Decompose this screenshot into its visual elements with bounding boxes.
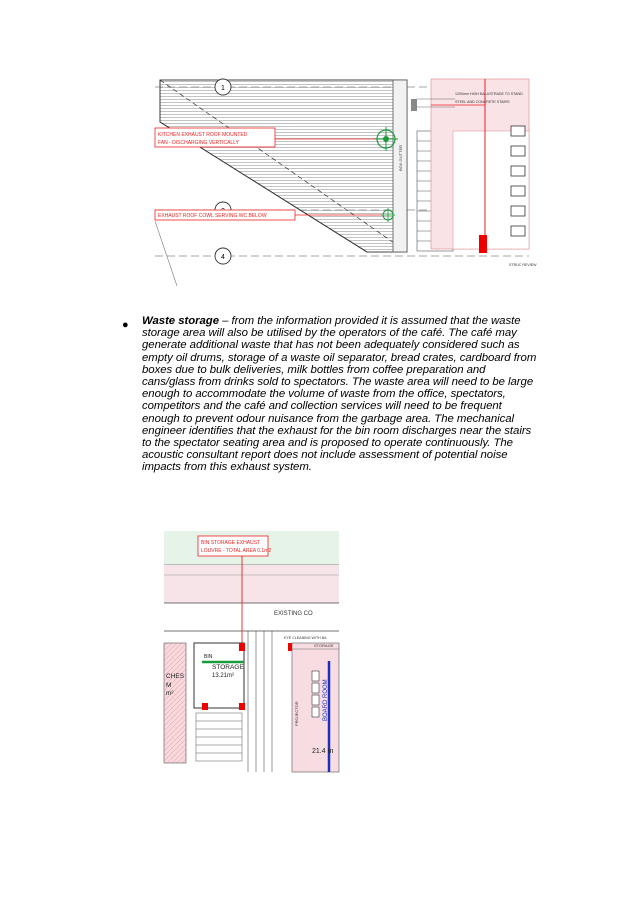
eye-cleaning-note: EYE CLEANING WITH BA — [284, 636, 327, 640]
storage-small-label: STORAGE — [314, 643, 334, 648]
room-label-m: M — [166, 682, 172, 689]
bullet-heading: Waste storage — [142, 315, 220, 327]
svg-text:4: 4 — [221, 254, 225, 261]
stairs-note: STEEL AND CONCRETE STAIRS — [455, 100, 510, 104]
roof-plan-figure — [155, 71, 537, 286]
storage-label: STORAGE — [212, 664, 244, 671]
bullet-point-icon: ● — [122, 319, 129, 331]
grid-marker-4 — [215, 248, 231, 264]
struc-note: STRUC REVIEW — [509, 263, 537, 267]
room-label-ches: CHES — [166, 673, 185, 680]
grid-marker-1 — [215, 79, 231, 95]
box-gutter-label: BOX GUTTER — [398, 144, 403, 171]
bin-label: BIN — [204, 654, 213, 660]
bullet-paragraph — [142, 315, 538, 474]
svg-text:1: 1 — [221, 85, 225, 92]
room-label-m2: m² — [166, 690, 174, 697]
bin-exhaust-callout: BIN STORAGE EXHAUST LOUVRE - TOTAL AREA 0.1m2 — [201, 540, 272, 554]
board-room-label: BOARD ROOM — [323, 679, 329, 721]
balustrade-note: 1200mm HIGH BALUSTRADE TO STAND — [455, 92, 523, 96]
existing-co-label: EXISTING CO — [274, 611, 313, 617]
storage-area-label: 13.21m² — [212, 673, 235, 679]
projector-label: PROJECTOR — [294, 701, 299, 726]
room-area-label: 21.4 m — [312, 748, 334, 755]
kitchen-exhaust-callout: KITCHEN EXHAUST ROOF MOUNTED FAN - DISCHARGING VERTICALLY — [158, 132, 248, 146]
bullet-body: – from the information provided it is assumed that the waste storage area will also be utilised by the operators of the café. The café may generate additional waste that has not been adequately considered such as empty oil drums, storage of a waste oil separator, bread crates, cardboard from boxes due to bulk deliveries, milk bottles from coffee preparation and cans/glass from drinks sold to spectators. The waste area will need to be large enough to accommodate the volume of waste from the office, spectators, competitors and the café and collection services will need to be frequent enough to prevent odour nuisance from the garbage area. The mechanical engineer identifies that the exhaust for the bin room discharges near the stairs to the spectator seating area and is proposed to operate continuously. The acoustic consultant report does not include assessment of potential noise impacts from this exhaust system. — [142, 315, 537, 474]
roof-cowl-callout: EXHAUST ROOF COWL SERVING WC BELOW — [158, 213, 267, 219]
bin-storage-plan-figure — [164, 531, 339, 772]
